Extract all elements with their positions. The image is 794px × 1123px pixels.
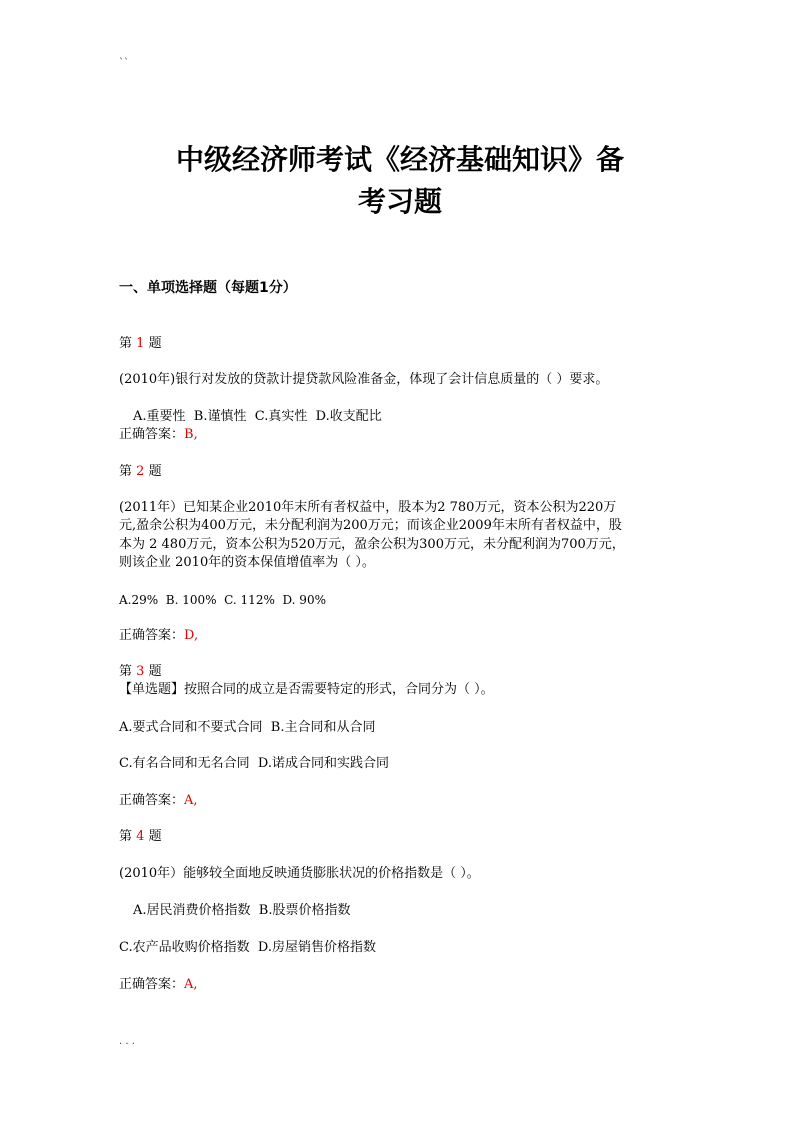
question-3-options-line-2: C.有名合同和无名合同 D.诺成合同和实践合同: [119, 756, 389, 771]
document-title-line-2: 考习题: [357, 185, 442, 218]
answer-label: 正确答案：: [119, 427, 185, 442]
question-4-text: (2010年）能够较全面地反映通货膨胀状况的价格指数是（ ）。: [119, 866, 480, 881]
question-label-prefix: 第: [119, 336, 133, 351]
question-number: 2: [136, 464, 145, 479]
answer-value: B,: [184, 427, 198, 442]
question-number: 4: [136, 829, 145, 844]
answer-value: D,: [184, 628, 199, 643]
question-label-suffix: 题: [148, 664, 162, 679]
question-3-label: [119, 663, 162, 681]
question-1-answer: [119, 426, 198, 444]
question-4-answer: [119, 976, 198, 994]
section-heading: 一、单项选择题（每题1分）: [119, 280, 297, 296]
question-2-text-line-2: 元,盈余公积为400万元，未分配利润为200万元；而该企业2009年末所有者权益中，股: [119, 518, 622, 533]
question-1-options: A.重要性 B.谨慎性 C.真实性 D.收支配比: [133, 409, 382, 424]
answer-label: 正确答案：: [119, 793, 185, 808]
question-4-options-line-2: C.农产品收购价格指数 D.房屋销售价格指数: [119, 940, 376, 955]
document-title-line-1: 中级经济师考试《经济基础知识》备: [175, 143, 624, 176]
question-3-options-line-1: A.要式合同和不要式合同 B.主合同和从合同: [119, 720, 376, 735]
question-2-text-line-3: 本为 2 480万元，资本公积为520万元，盈余公积为300万元，未分配利润为700万元，: [119, 537, 625, 552]
question-label-prefix: 第: [119, 664, 133, 679]
question-2-text-line-4: 则该企业 2010年的资本保值增值率为（ ）。: [119, 555, 375, 570]
footer-mark: . . .: [119, 1036, 135, 1047]
question-2-options: A.29% B. 100% C. 112% D. 90%: [119, 593, 326, 607]
question-label-suffix: 题: [148, 829, 162, 844]
answer-value: A,: [184, 793, 198, 808]
question-3-text: 【单选题】按照合同的成立是否需要特定的形式，合同分为（ ）。: [119, 682, 494, 697]
question-number: 1: [136, 336, 145, 351]
answer-label: 正确答案：: [119, 977, 185, 992]
question-1-text: (2010年)银行对发放的贷款计提贷款风险准备金，体现了会计信息质量的（ ）要求。: [119, 372, 609, 387]
question-label-suffix: 题: [148, 464, 162, 479]
question-label-suffix: 题: [148, 336, 162, 351]
header-mark: ``: [119, 58, 129, 69]
answer-value: A,: [184, 977, 198, 992]
question-2-answer: [119, 627, 198, 645]
question-label-prefix: 第: [119, 464, 133, 479]
question-4-options-line-1: A.居民消费价格指数 B.股票价格指数: [133, 903, 351, 918]
question-1-label: [119, 335, 162, 353]
question-label-prefix: 第: [119, 829, 133, 844]
question-number: 3: [136, 664, 145, 679]
answer-label: 正确答案：: [119, 628, 185, 643]
question-2-label: [119, 463, 162, 481]
question-3-answer: [119, 792, 198, 810]
question-4-label: [119, 828, 162, 846]
question-2-text-line-1: (2011年）已知某企业2010年末所有者权益中，股本为2 780万元，资本公积为220万: [119, 500, 617, 515]
